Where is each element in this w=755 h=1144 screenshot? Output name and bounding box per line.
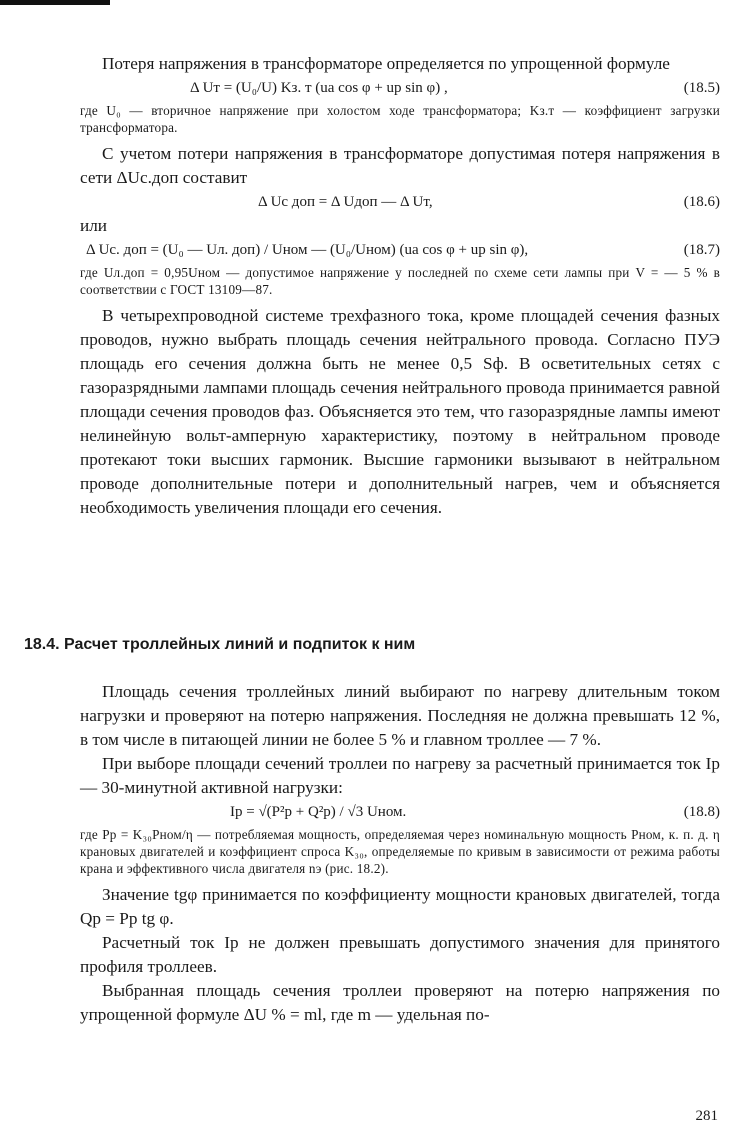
formula-18-6-number: (18.6): [683, 194, 720, 210]
page-body: [80, 52, 720, 520]
note-formula-18-7: где Uл.доп = 0,95Uном — допустимое напряжение у последней по схеме сети лампы при V = — 5 % в соответствии с ГОСТ 13109—87.: [80, 265, 720, 297]
formula-18-8-expression: Iр = √(P²р + Q²р) / √3 Uном.: [230, 804, 407, 820]
formula-18-7-number: (18.7): [683, 242, 720, 258]
word-or: или: [80, 216, 107, 235]
paragraph-allowed-loss: С учетом потери напряжения в трансформаторе допустимая потеря напряжения в сети ΔUс.доп составит: [80, 144, 720, 187]
formula-18-5-number: (18.5): [683, 80, 720, 96]
note-formula-18-8: где Pр = K₃₀Pном/η — потребляемая мощность, определяемая через номинальную мощность Pном, к. п. д. η крановых двигателей и коэффициент спроса K₃₀, определяемые по кривым в зависимости от режима работы крана и эффективного числа двигателя nэ (рис. 18.2).: [80, 827, 720, 876]
section-heading-18-4: 18.4. Расчет троллейных линий и подпиток к ним: [24, 636, 416, 653]
formula-18-7: [80, 238, 720, 262]
scan-edge-mark: [0, 0, 110, 5]
formula-18-7-expression: Δ Uс. доп = (U₀ — Uл. доп) / Uном — (U₀/Uном) (uа cos φ + uр sin φ),: [86, 242, 529, 258]
page-number: 281: [695, 1108, 718, 1124]
formula-18-5: [80, 76, 720, 100]
paragraph-trolley-section: Площадь сечения троллейных линий выбирают по нагреву длительным током нагрузки и проверяют на потерю напряжения. Последняя не должна превышать 12 %, в том числе в питающей линии не более 5 % и главном троллее — 7 %.: [80, 682, 720, 749]
formula-18-6-expression: Δ Uс доп = Δ Uдоп — Δ Uт,: [258, 194, 433, 210]
paragraph-current-limit: Расчетный ток Iр не должен превышать допустимого значения для принятого профиля троллеев.: [80, 933, 720, 976]
formula-18-6: [80, 190, 720, 214]
paragraph-transformer-loss: Потеря напряжения в трансформаторе определяется по упрощенной формуле: [102, 54, 670, 73]
formula-18-8-number: (18.8): [683, 804, 720, 820]
note-formula-18-5: где U₀ — вторичное напряжение при холостом ходе трансформатора; Kз.т — коэффициент загрузки трансформатора.: [80, 103, 720, 135]
paragraph-calc-current: При выборе площади сечений троллеи по нагреву за расчетный принимается ток Iр — 30-минутной активной нагрузки:: [80, 754, 720, 797]
paragraph-tg-phi: Значение tgφ принимается по коэффициенту мощности крановых двигателей, тогда Qр = Pр tg φ.: [80, 885, 720, 928]
formula-18-5-expression: Δ Uт = (U₀/U) Kз. т (uа cos φ + uр sin φ) ,: [190, 80, 448, 96]
page-body-section: [80, 680, 720, 1027]
paragraph-neutral-wire: В четырехпроводной системе трехфазного тока, кроме площадей сечения фазных проводов, нужно выбрать площадь сечения нейтрального провода. Согласно ПУЭ площадь его сечения должна быть не менее 0,5 Sф. В осветительных сетях с газоразрядными лампами площадь сечения нейтрального провода принимается равной площади сечения проводов фаз. Объясняется это тем, что газоразрядные лампы имеют нелинейную вольт-амперную характеристику, поэтому в нейтральном проводе протекают токи высших гармоник. Высшие гармоники вызывают в нейтральном проводе дополнительные потери и дополнительный нагрев, чем и объясняется необходимость увеличения площади его сечения.: [80, 306, 720, 517]
formula-18-8: [80, 800, 720, 824]
paragraph-voltage-check: Выбранная площадь сечения троллеи проверяют на потерю напряжения по упрощенной формуле ΔU % = ml, где m — удельная по-: [80, 981, 720, 1024]
